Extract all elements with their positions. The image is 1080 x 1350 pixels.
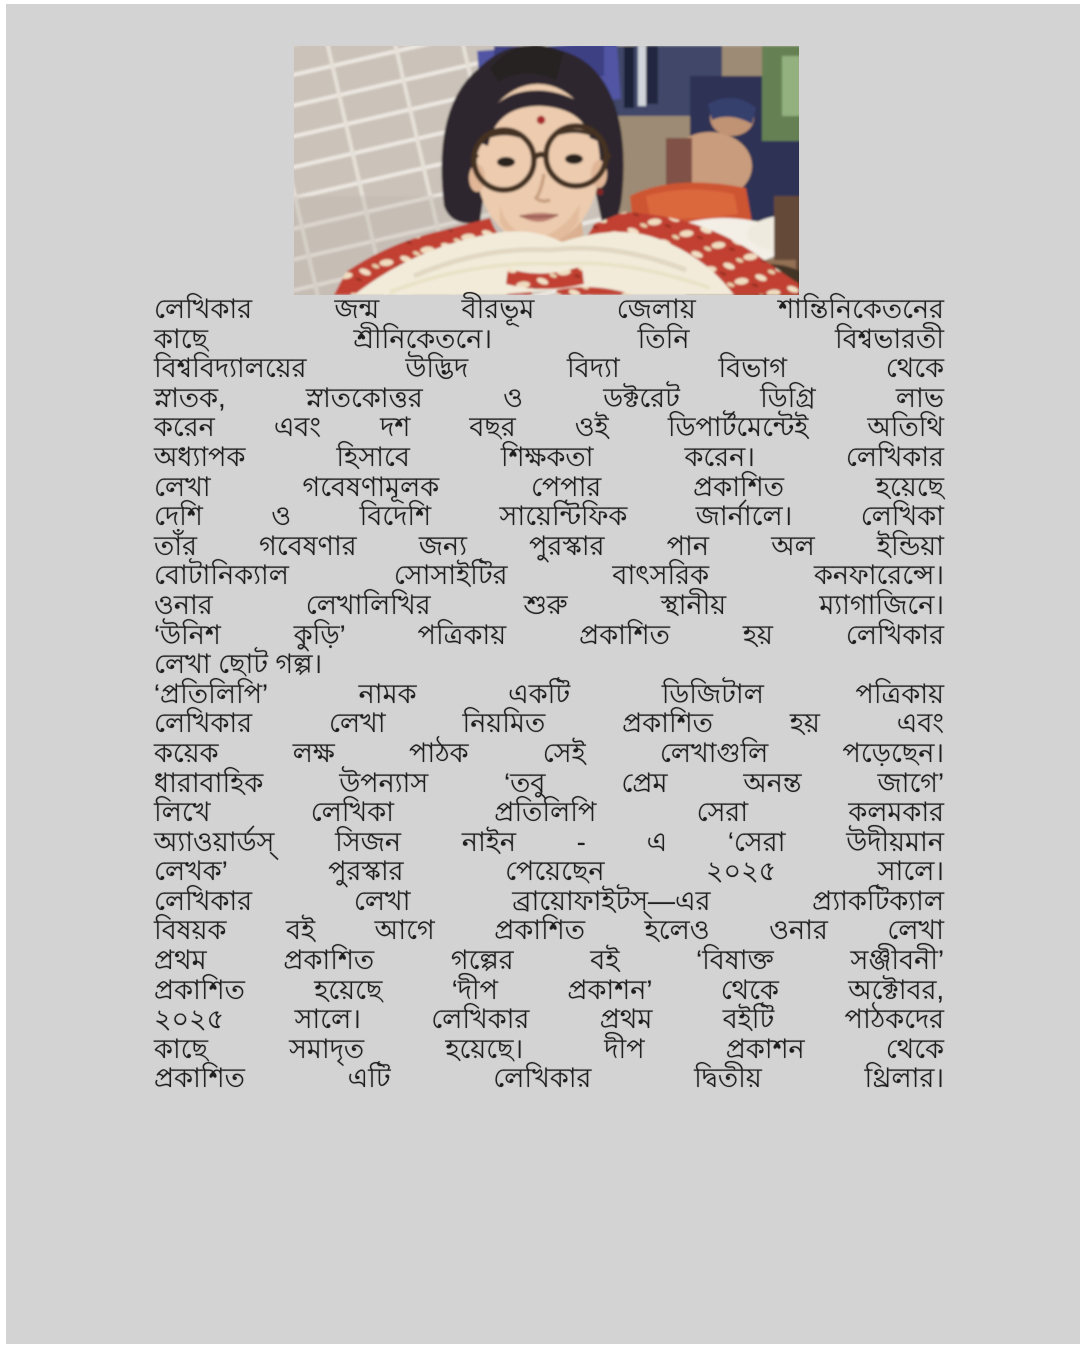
bio-line: দেশি ও বিদেশি সায়েন্টিফিক জার্নালে। লেখিকা (154, 501, 944, 532)
bio-line: ২০২৫ সালে। লেখিকার প্রথম বইটি পাঠকদের (154, 1004, 944, 1035)
bio-line: করেন এবং দশ বছর ওই ডিপার্টমেন্টেই অতিথি (154, 412, 944, 443)
bio-line: লেখিকার লেখা নিয়মিত প্রকাশিত হয় এবং (154, 708, 944, 739)
bio-line: ‘উনিশ কুড়ি’ পত্রিকায় প্রকাশিত হয় লেখিকার (154, 619, 944, 650)
bio-line: লিখে লেখিকা প্রতিলিপি সেরা কলমকার (154, 797, 944, 828)
bio-line: তাঁর গবেষণার জন্য পুরস্কার পান অল ইন্ডিয়া (154, 530, 944, 561)
author-photo-illustration (294, 46, 799, 295)
bio-line: লেখিকার জন্ম বীরভূম জেলায় শান্তিনিকেতনের (154, 294, 944, 324)
bio-line: ধারাবাহিক উপন্যাস ‘তবু প্রেম অনন্ত জাগে’ (154, 767, 944, 798)
bio-line: প্রকাশিত এটি লেখিকার দ্বিতীয় থ্রিলার। (154, 1063, 944, 1094)
bio-line: লেখক’ পুরস্কার পেয়েছেন ২০২৫ সালে। (154, 856, 944, 887)
author-photo (294, 46, 799, 295)
bio-line: লেখা ছোট গল্প। (154, 649, 323, 680)
bio-line: বোটানিক্যাল সোসাইটির বাৎসরিক কনফারেন্সে। (154, 560, 944, 591)
bio-line: ওনার লেখালিখির শুরু স্থানীয় ম্যাগাজিনে। (154, 589, 944, 620)
bio-line: লেখিকার লেখা ব্রায়োফাইটস্—এর প্র্যাকটিক্যাল (154, 885, 944, 916)
bio-line: ‘প্রতিলিপি’ নামক একটি ডিজিটাল পত্রিকায় (154, 678, 944, 709)
bio-line: অ্যাওয়ার্ডস্ সিজন নাইন - এ ‘সেরা উদীয়মান (154, 826, 944, 857)
bio-line: লেখা গবেষণামূলক পেপার প্রকাশিত হয়েছে (154, 471, 944, 502)
bio-line: প্রথম প্রকাশিত গল্পের বই ‘বিষাক্ত সঞ্জীবনী’ (154, 945, 944, 976)
bio-text (154, 295, 944, 1094)
page-panel (6, 4, 1080, 1344)
bio-line: স্নাতক, স্নাতকোত্তর ও ডক্টরেট ডিগ্রি লাভ (154, 382, 944, 413)
bio-line: প্রকাশিত হয়েছে ‘দীপ প্রকাশন’ থেকে অক্টোবর, (154, 974, 944, 1005)
bio-line: বিষয়ক বই আগে প্রকাশিত হলেও ওনার লেখা (154, 915, 944, 946)
bio-line: কাছে সমাদৃত হয়েছে। দীপ প্রকাশন থেকে (154, 1033, 944, 1064)
bio-line: বিশ্ববিদ্যালয়ের উদ্ভিদ বিদ্যা বিভাগ থেকে (154, 353, 944, 384)
bio-line: অধ্যাপক হিসাবে শিক্ষকতা করেন। লেখিকার (154, 441, 944, 472)
bio-line: কাছে শ্রীনিকেতনে। তিনি বিশ্বভারতী (154, 323, 944, 354)
bio-line: কয়েক লক্ষ পাঠক সেই লেখাগুলি পড়েছেন। (154, 737, 944, 768)
